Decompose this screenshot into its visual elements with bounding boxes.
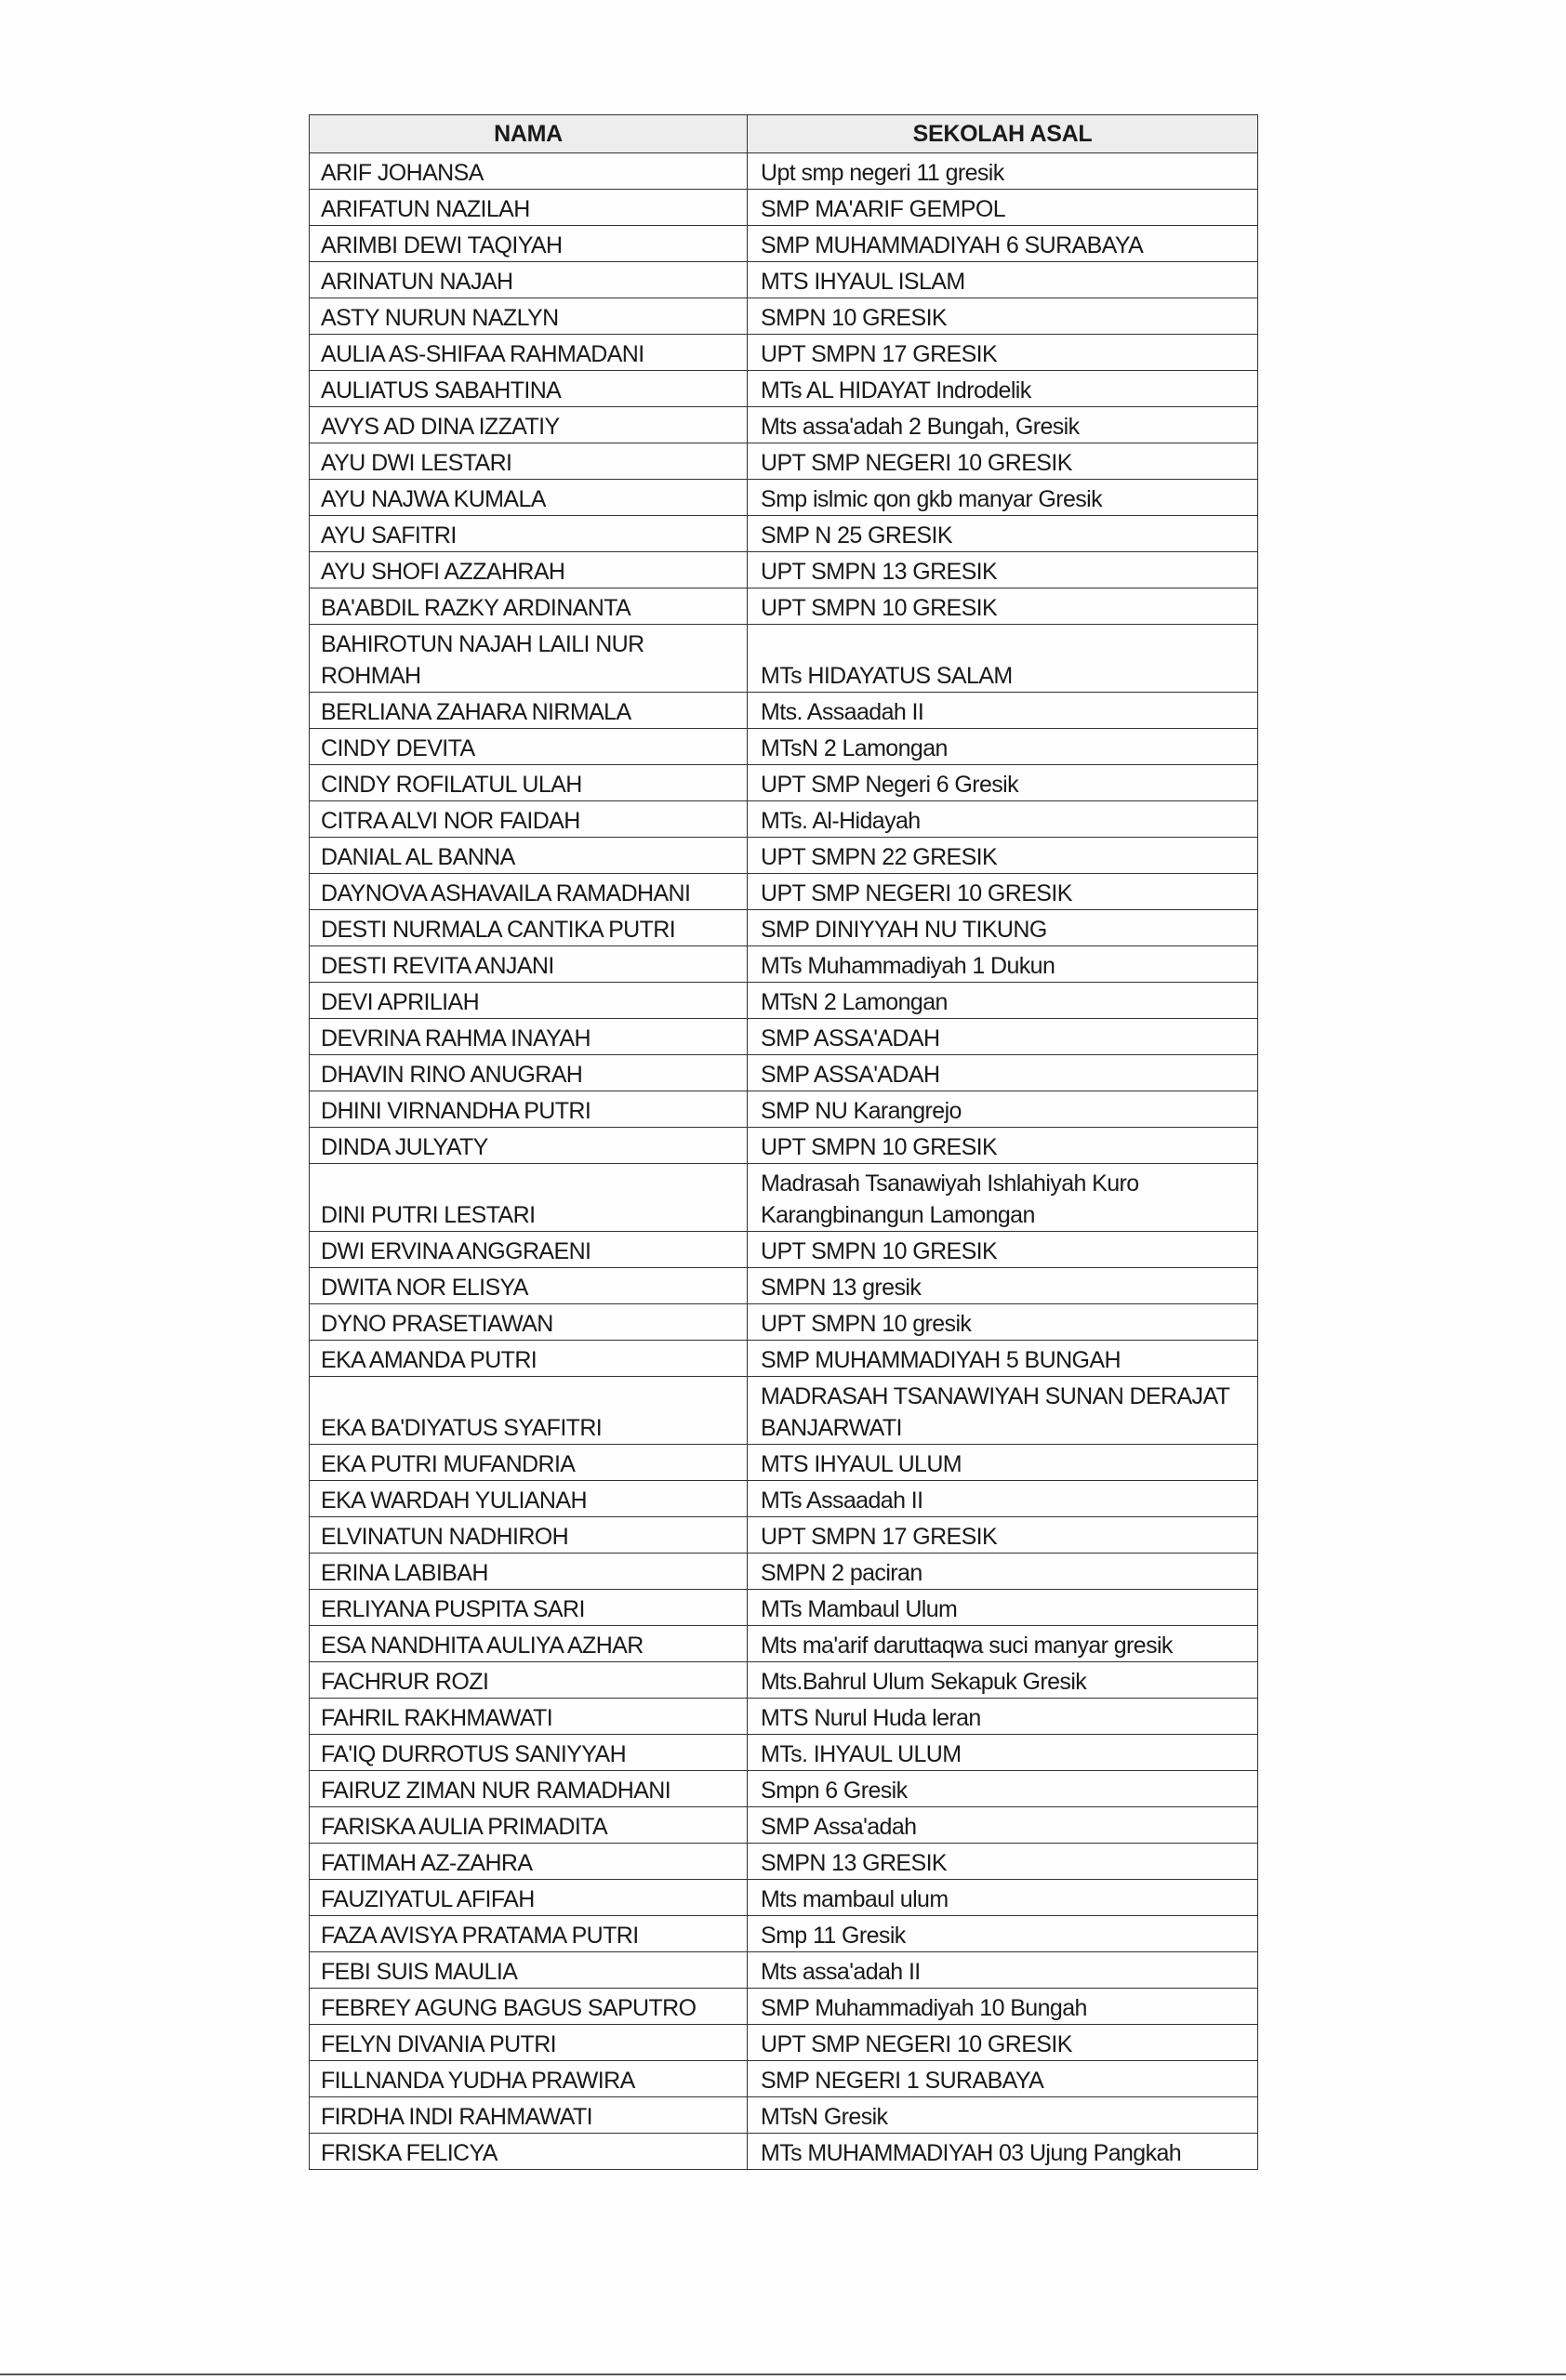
cell-sekolah-asal: Mts mambaul ulum xyxy=(748,1880,1258,1916)
table-row xyxy=(310,1091,1258,1128)
cell-sekolah-asal: SMPN 10 GRESIK xyxy=(748,298,1258,335)
cell-sekolah-asal: UPT SMPN 10 gresik xyxy=(748,1304,1258,1341)
cell-nama: FEBI SUIS MAULIA xyxy=(310,1952,748,1989)
cell-nama: ERINA LABIBAH xyxy=(310,1554,748,1590)
cell-sekolah-asal: Mts assa'adah II xyxy=(748,1952,1258,1989)
table-row xyxy=(310,693,1258,729)
table-row xyxy=(310,1844,1258,1880)
cell-nama: ARINATUN NAJAH xyxy=(310,262,748,298)
cell-sekolah-asal: UPT SMPN 17 GRESIK xyxy=(748,335,1258,371)
table-row xyxy=(310,335,1258,371)
cell-sekolah-asal: MTs HIDAYATUS SALAM xyxy=(748,625,1258,693)
cell-nama: BAHIROTUN NAJAH LAILI NUR ROHMAH xyxy=(310,625,748,693)
table-row xyxy=(310,1807,1258,1844)
table-header-row xyxy=(310,115,1258,153)
cell-nama: ELVINATUN NADHIROH xyxy=(310,1517,748,1554)
cell-sekolah-asal: SMP Muhammadiyah 10 Bungah xyxy=(748,1989,1258,2025)
cell-sekolah-asal: MTS IHYAUL ULUM xyxy=(748,1445,1258,1481)
table-row xyxy=(310,2134,1258,2170)
table-row xyxy=(310,1055,1258,1091)
cell-nama: CITRA ALVI NOR FAIDAH xyxy=(310,801,748,838)
cell-sekolah-asal: UPT SMP Negeri 6 Gresik xyxy=(748,765,1258,801)
cell-sekolah-asal: UPT SMPN 10 GRESIK xyxy=(748,1128,1258,1164)
cell-sekolah-asal: MADRASAH TSANAWIYAH SUNAN DERAJAT BANJARWATI xyxy=(748,1377,1258,1445)
cell-nama: AYU SHOFI AZZAHRAH xyxy=(310,552,748,588)
table-row xyxy=(310,1626,1258,1662)
cell-sekolah-asal: SMP MUHAMMADIYAH 5 BUNGAH xyxy=(748,1341,1258,1377)
cell-sekolah-asal: MTs Mambaul Ulum xyxy=(748,1590,1258,1626)
cell-sekolah-asal: SMPN 13 gresik xyxy=(748,1268,1258,1304)
cell-sekolah-asal: SMP NEGERI 1 SURABAYA xyxy=(748,2061,1258,2097)
table-row xyxy=(310,1916,1258,1952)
table-row xyxy=(310,838,1258,874)
cell-nama: DANIAL AL BANNA xyxy=(310,838,748,874)
cell-nama: DWI ERVINA ANGGRAENI xyxy=(310,1232,748,1268)
cell-nama: FACHRUR ROZI xyxy=(310,1662,748,1699)
table-row xyxy=(310,1377,1258,1445)
cell-nama: DWITA NOR ELISYA xyxy=(310,1268,748,1304)
table-row xyxy=(310,1554,1258,1590)
cell-sekolah-asal: UPT SMP NEGERI 10 GRESIK xyxy=(748,443,1258,480)
cell-sekolah-asal: SMP MUHAMMADIYAH 6 SURABAYA xyxy=(748,226,1258,262)
cell-nama: AYU DWI LESTARI xyxy=(310,443,748,480)
cell-sekolah-asal: Smpn 6 Gresik xyxy=(748,1771,1258,1807)
cell-sekolah-asal: Smp 11 Gresik xyxy=(748,1916,1258,1952)
table-row xyxy=(310,1699,1258,1735)
cell-sekolah-asal: SMP NU Karangrejo xyxy=(748,1091,1258,1128)
table-row xyxy=(310,1232,1258,1268)
table-row xyxy=(310,1164,1258,1232)
table-row xyxy=(310,226,1258,262)
table-row xyxy=(310,1304,1258,1341)
cell-nama: ESA NANDHITA AULIYA AZHAR xyxy=(310,1626,748,1662)
table-row xyxy=(310,729,1258,765)
cell-nama: FARISKA AULIA PRIMADITA xyxy=(310,1807,748,1844)
cell-nama: FAUZIYATUL AFIFAH xyxy=(310,1880,748,1916)
student-table xyxy=(309,114,1258,2170)
cell-nama: FEBREY AGUNG BAGUS SAPUTRO xyxy=(310,1989,748,2025)
cell-sekolah-asal: UPT SMP NEGERI 10 GRESIK xyxy=(748,874,1258,910)
cell-sekolah-asal: SMP N 25 GRESIK xyxy=(748,516,1258,552)
cell-sekolah-asal: Smp islmic qon gkb manyar Gresik xyxy=(748,480,1258,516)
table-row xyxy=(310,765,1258,801)
cell-sekolah-asal: MTsN 2 Lamongan xyxy=(748,983,1258,1019)
cell-sekolah-asal: MTs. Al-Hidayah xyxy=(748,801,1258,838)
table-row xyxy=(310,801,1258,838)
cell-sekolah-asal: UPT SMPN 17 GRESIK xyxy=(748,1517,1258,1554)
cell-sekolah-asal: MTS Nurul Huda leran xyxy=(748,1699,1258,1735)
cell-sekolah-asal: UPT SMPN 10 GRESIK xyxy=(748,1232,1258,1268)
cell-nama: CINDY DEVITA xyxy=(310,729,748,765)
table-row xyxy=(310,371,1258,407)
table-row xyxy=(310,1952,1258,1989)
table-row xyxy=(310,1341,1258,1377)
table-row xyxy=(310,552,1258,588)
table-row xyxy=(310,946,1258,983)
cell-nama: FAIRUZ ZIMAN NUR RAMADHANI xyxy=(310,1771,748,1807)
cell-nama: FIRDHA INDI RAHMAWATI xyxy=(310,2097,748,2134)
cell-sekolah-asal: Mts.Bahrul Ulum Sekapuk Gresik xyxy=(748,1662,1258,1699)
cell-nama: AULIATUS SABAHTINA xyxy=(310,371,748,407)
cell-nama: AVYS AD DINA IZZATIY xyxy=(310,407,748,443)
cell-sekolah-asal: MTsN Gresik xyxy=(748,2097,1258,2134)
table-row xyxy=(310,190,1258,226)
cell-nama: ERLIYANA PUSPITA SARI xyxy=(310,1590,748,1626)
table-row xyxy=(310,2097,1258,2134)
cell-nama: BA'ABDIL RAZKY ARDINANTA xyxy=(310,588,748,625)
cell-sekolah-asal: SMP ASSA'ADAH xyxy=(748,1019,1258,1055)
table-row xyxy=(310,443,1258,480)
cell-nama: DAYNOVA ASHAVAILA RAMADHANI xyxy=(310,874,748,910)
table-row xyxy=(310,874,1258,910)
cell-sekolah-asal: SMP Assa'adah xyxy=(748,1807,1258,1844)
table-row xyxy=(310,983,1258,1019)
table-row xyxy=(310,910,1258,946)
table-row xyxy=(310,2025,1258,2061)
cell-sekolah-asal: MTs AL HIDAYAT Indrodelik xyxy=(748,371,1258,407)
table-row xyxy=(310,1771,1258,1807)
cell-sekolah-asal: Upt smp negeri 11 gresik xyxy=(748,153,1258,190)
cell-nama: CINDY ROFILATUL ULAH xyxy=(310,765,748,801)
cell-nama: FRISKA FELICYA xyxy=(310,2134,748,2170)
cell-nama: AYU NAJWA KUMALA xyxy=(310,480,748,516)
cell-sekolah-asal: SMPN 13 GRESIK xyxy=(748,1844,1258,1880)
cell-sekolah-asal: Madrasah Tsanawiyah Ishlahiyah Kuro Karangbinangun Lamongan xyxy=(748,1164,1258,1232)
cell-nama: DHINI VIRNANDHA PUTRI xyxy=(310,1091,748,1128)
cell-sekolah-asal: SMP DINIYYAH NU TIKUNG xyxy=(748,910,1258,946)
cell-sekolah-asal: MTs Assaadah II xyxy=(748,1481,1258,1517)
cell-sekolah-asal: SMP MA'ARIF GEMPOL xyxy=(748,190,1258,226)
cell-nama: FAZA AVISYA PRATAMA PUTRI xyxy=(310,1916,748,1952)
cell-sekolah-asal: MTsN 2 Lamongan xyxy=(748,729,1258,765)
cell-sekolah-asal: SMPN 2 paciran xyxy=(748,1554,1258,1590)
table-row xyxy=(310,1590,1258,1626)
cell-nama: DINI PUTRI LESTARI xyxy=(310,1164,748,1232)
cell-sekolah-asal: MTS IHYAUL ISLAM xyxy=(748,262,1258,298)
table-body xyxy=(310,153,1258,2170)
table-row xyxy=(310,1268,1258,1304)
cell-nama: ARIMBI DEWI TAQIYAH xyxy=(310,226,748,262)
table-row xyxy=(310,407,1258,443)
cell-nama: DEVI APRILIAH xyxy=(310,983,748,1019)
cell-nama: ARIFATUN NAZILAH xyxy=(310,190,748,226)
table-row xyxy=(310,625,1258,693)
cell-nama: ARIF JOHANSA xyxy=(310,153,748,190)
cell-sekolah-asal: Mts ma'arif daruttaqwa suci manyar gresik xyxy=(748,1626,1258,1662)
header-nama: NAMA xyxy=(310,115,748,153)
cell-sekolah-asal: SMP ASSA'ADAH xyxy=(748,1055,1258,1091)
cell-nama: DESTI NURMALA CANTIKA PUTRI xyxy=(310,910,748,946)
cell-nama: EKA BA'DIYATUS SYAFITRI xyxy=(310,1377,748,1445)
cell-sekolah-asal: MTs Muhammadiyah 1 Dukun xyxy=(748,946,1258,983)
cell-nama: DESTI REVITA ANJANI xyxy=(310,946,748,983)
table-row xyxy=(310,1128,1258,1164)
cell-nama: FELYN DIVANIA PUTRI xyxy=(310,2025,748,2061)
cell-nama: FA'IQ DURROTUS SANIYYAH xyxy=(310,1735,748,1771)
table-row xyxy=(310,1989,1258,2025)
cell-nama: DHAVIN RINO ANUGRAH xyxy=(310,1055,748,1091)
table-row xyxy=(310,1481,1258,1517)
cell-sekolah-asal: MTs. IHYAUL ULUM xyxy=(748,1735,1258,1771)
cell-nama: DINDA JULYATY xyxy=(310,1128,748,1164)
table-row xyxy=(310,480,1258,516)
table-row xyxy=(310,1662,1258,1699)
table-row xyxy=(310,1880,1258,1916)
table-row xyxy=(310,1735,1258,1771)
cell-sekolah-asal: MTs MUHAMMADIYAH 03 Ujung Pangkah xyxy=(748,2134,1258,2170)
cell-nama: FATIMAH AZ-ZAHRA xyxy=(310,1844,748,1880)
cell-sekolah-asal: UPT SMPN 10 GRESIK xyxy=(748,588,1258,625)
cell-nama: AYU SAFITRI xyxy=(310,516,748,552)
cell-nama: FAHRIL RAKHMAWATI xyxy=(310,1699,748,1735)
cell-nama: DYNO PRASETIAWAN xyxy=(310,1304,748,1341)
cell-sekolah-asal: Mts assa'adah 2 Bungah, Gresik xyxy=(748,407,1258,443)
cell-nama: BERLIANA ZAHARA NIRMALA xyxy=(310,693,748,729)
cell-nama: EKA AMANDA PUTRI xyxy=(310,1341,748,1377)
table-row xyxy=(310,1019,1258,1055)
table-row xyxy=(310,262,1258,298)
cell-nama: DEVRINA RAHMA INAYAH xyxy=(310,1019,748,1055)
cell-sekolah-asal: UPT SMPN 22 GRESIK xyxy=(748,838,1258,874)
cell-sekolah-asal: UPT SMP NEGERI 10 GRESIK xyxy=(748,2025,1258,2061)
cell-nama: EKA WARDAH YULIANAH xyxy=(310,1481,748,1517)
table-row xyxy=(310,153,1258,190)
cell-sekolah-asal: Mts. Assaadah II xyxy=(748,693,1258,729)
table-row xyxy=(310,2061,1258,2097)
cell-nama: ASTY NURUN NAZLYN xyxy=(310,298,748,335)
page-bottom-rule xyxy=(0,2373,1566,2375)
table-row xyxy=(310,298,1258,335)
table-row xyxy=(310,1445,1258,1481)
cell-nama: EKA PUTRI MUFANDRIA xyxy=(310,1445,748,1481)
table-row xyxy=(310,588,1258,625)
table-row xyxy=(310,1517,1258,1554)
cell-nama: FILLNANDA YUDHA PRAWIRA xyxy=(310,2061,748,2097)
table-row xyxy=(310,516,1258,552)
cell-sekolah-asal: UPT SMPN 13 GRESIK xyxy=(748,552,1258,588)
cell-nama: AULIA AS-SHIFAA RAHMADANI xyxy=(310,335,748,371)
header-sekolah-asal: SEKOLAH ASAL xyxy=(748,115,1258,153)
